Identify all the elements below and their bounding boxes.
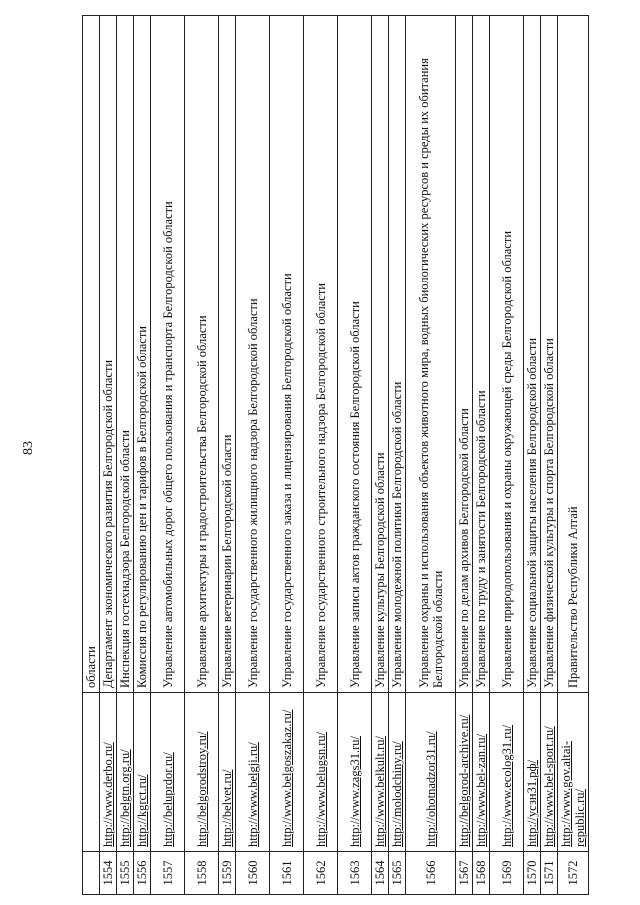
table-row	[524, 16, 541, 895]
site-link[interactable]: http://molodchiny.ru/	[390, 741, 404, 847]
row-number: 1567	[456, 852, 473, 895]
organization-name: Управление автомобильных дорог общего пользования и транспорта Белгородской области	[151, 16, 185, 693]
table-row	[236, 16, 270, 895]
row-url-cell	[236, 693, 270, 852]
row-url-cell	[83, 693, 100, 852]
row-number: 1558	[185, 852, 219, 895]
row-number	[83, 852, 100, 895]
table-row	[558, 16, 589, 895]
row-url-cell	[134, 693, 151, 852]
row-number: 1555	[117, 852, 134, 895]
row-number: 1559	[219, 852, 236, 895]
row-url-cell	[541, 693, 558, 852]
site-link[interactable]: http://www.bel-zan.ru/	[474, 733, 488, 847]
site-link[interactable]: http://belgtn.org.ru/	[118, 749, 132, 847]
site-link[interactable]: http://belvet.ru/	[220, 769, 234, 847]
organization-name: Управление по делам архивов Белгородской области	[456, 16, 473, 693]
table-row	[372, 16, 389, 895]
row-url-cell	[219, 693, 236, 852]
row-url-cell	[456, 693, 473, 852]
registry-table-sheet	[82, 15, 612, 895]
row-url-cell	[406, 693, 456, 852]
row-number: 1564	[372, 852, 389, 895]
row-number: 1560	[236, 852, 270, 895]
organization-name: Управление природопользования и охраны окружающей среды Белгородской области	[490, 16, 524, 693]
site-link[interactable]: http://www.bel-sport.ru/	[542, 726, 556, 847]
site-link[interactable]: http://belgorodstroy.ru/	[194, 731, 209, 847]
table-row	[151, 16, 185, 895]
site-link[interactable]: http://beluprdor.ru/	[160, 752, 175, 847]
row-url-cell	[185, 693, 219, 852]
row-url-cell	[304, 693, 338, 852]
organization-name: Управление записи актов гражданского состояния Белгородской области	[338, 16, 372, 693]
row-number: 1562	[304, 852, 338, 895]
table-row	[406, 16, 456, 895]
organization-name: Управление физической культуры и спорта Белгородской области	[541, 16, 558, 693]
table-row	[117, 16, 134, 895]
site-link[interactable]: http://www.belugsn.ru/	[313, 731, 328, 847]
row-number: 1566	[406, 852, 456, 895]
site-link[interactable]: http://www.derbo.ru/	[101, 742, 115, 847]
row-url-cell	[473, 693, 490, 852]
row-url-cell	[558, 693, 589, 852]
table-row	[134, 16, 151, 895]
row-number: 1556	[134, 852, 151, 895]
table-row	[83, 16, 100, 895]
page-number: 83	[21, 441, 36, 455]
organization-name: Правительство Республики Алтай	[558, 16, 589, 693]
organization-name: Управление архитектуры и градостроительства Белгородской области	[185, 16, 219, 693]
row-number: 1571	[541, 852, 558, 895]
row-number: 1557	[151, 852, 185, 895]
row-url-cell	[338, 693, 372, 852]
table-row	[456, 16, 473, 895]
row-url-cell	[100, 693, 117, 852]
site-link[interactable]: http://www.ecolog31.ru/	[499, 724, 514, 847]
table-row	[304, 16, 338, 895]
row-url-cell	[490, 693, 524, 852]
organization-name: Управление культуры Белгородской области	[372, 16, 389, 693]
table-row	[473, 16, 490, 895]
table-row	[100, 16, 117, 895]
site-link[interactable]: http://belgorod-archive.ru/	[457, 714, 471, 847]
site-link[interactable]: http://www.zags31.ru/	[347, 736, 362, 847]
row-url-cell	[117, 693, 134, 852]
row-url-cell	[524, 693, 541, 852]
site-link[interactable]: http://www.belgji.ru/	[245, 742, 260, 847]
organization-name: Управление государственного заказа и лицензирования Белгородской области	[270, 16, 304, 693]
table-row	[338, 16, 372, 895]
organization-name: Управление по труду и занятости Белгородской области	[473, 16, 490, 693]
organization-name: области	[83, 16, 100, 693]
organization-name: Управление охраны и использования объектов животного мира, водных биологических ресурсов и среды их обитания Белгородской области	[406, 16, 456, 693]
row-url-cell	[372, 693, 389, 852]
organization-name: Комиссия по регулированию цен и тарифов в Белгородской области	[134, 16, 151, 693]
row-number: 1554	[100, 852, 117, 895]
row-number: 1569	[490, 852, 524, 895]
site-link[interactable]: http://усзн31.рф/	[525, 759, 539, 847]
organization-name: Управление молодежной политики Белгородской области	[389, 16, 406, 693]
organization-name: Департамент экономического развития Белгородской области	[100, 16, 117, 693]
site-link[interactable]: http://www.gov.altai-republic.ru/	[559, 741, 587, 847]
table-row	[541, 16, 558, 895]
row-number: 1568	[473, 852, 490, 895]
organization-name: Управление ветеринарии Белгородской области	[219, 16, 236, 693]
site-link[interactable]: http://www.belkult.ru/	[373, 736, 387, 847]
table-row	[270, 16, 304, 895]
registry-table	[82, 15, 589, 895]
site-link[interactable]: http://kgrct.ru/	[135, 774, 149, 847]
row-number: 1561	[270, 852, 304, 895]
site-link[interactable]: http://ohotnadzor31.ru/	[423, 731, 438, 847]
row-number: 1565	[389, 852, 406, 895]
row-number: 1570	[524, 852, 541, 895]
organization-name: Инспекция гостехнадзора Белгородской области	[117, 16, 134, 693]
row-number: 1563	[338, 852, 372, 895]
row-url-cell	[389, 693, 406, 852]
row-url-cell	[151, 693, 185, 852]
table-row	[389, 16, 406, 895]
table-row	[185, 16, 219, 895]
organization-name: Управление социальной защиты населения Белгородской области	[524, 16, 541, 693]
site-link[interactable]: http://www.belgoszakaz.ru/	[279, 709, 294, 847]
organization-name: Управление государственного строительного надзора Белгородской области	[304, 16, 338, 693]
organization-name: Управление государственного жилищного надзора Белгородской области	[236, 16, 270, 693]
row-url-cell	[270, 693, 304, 852]
table-row	[219, 16, 236, 895]
table-row	[490, 16, 524, 895]
row-number: 1572	[558, 852, 589, 895]
